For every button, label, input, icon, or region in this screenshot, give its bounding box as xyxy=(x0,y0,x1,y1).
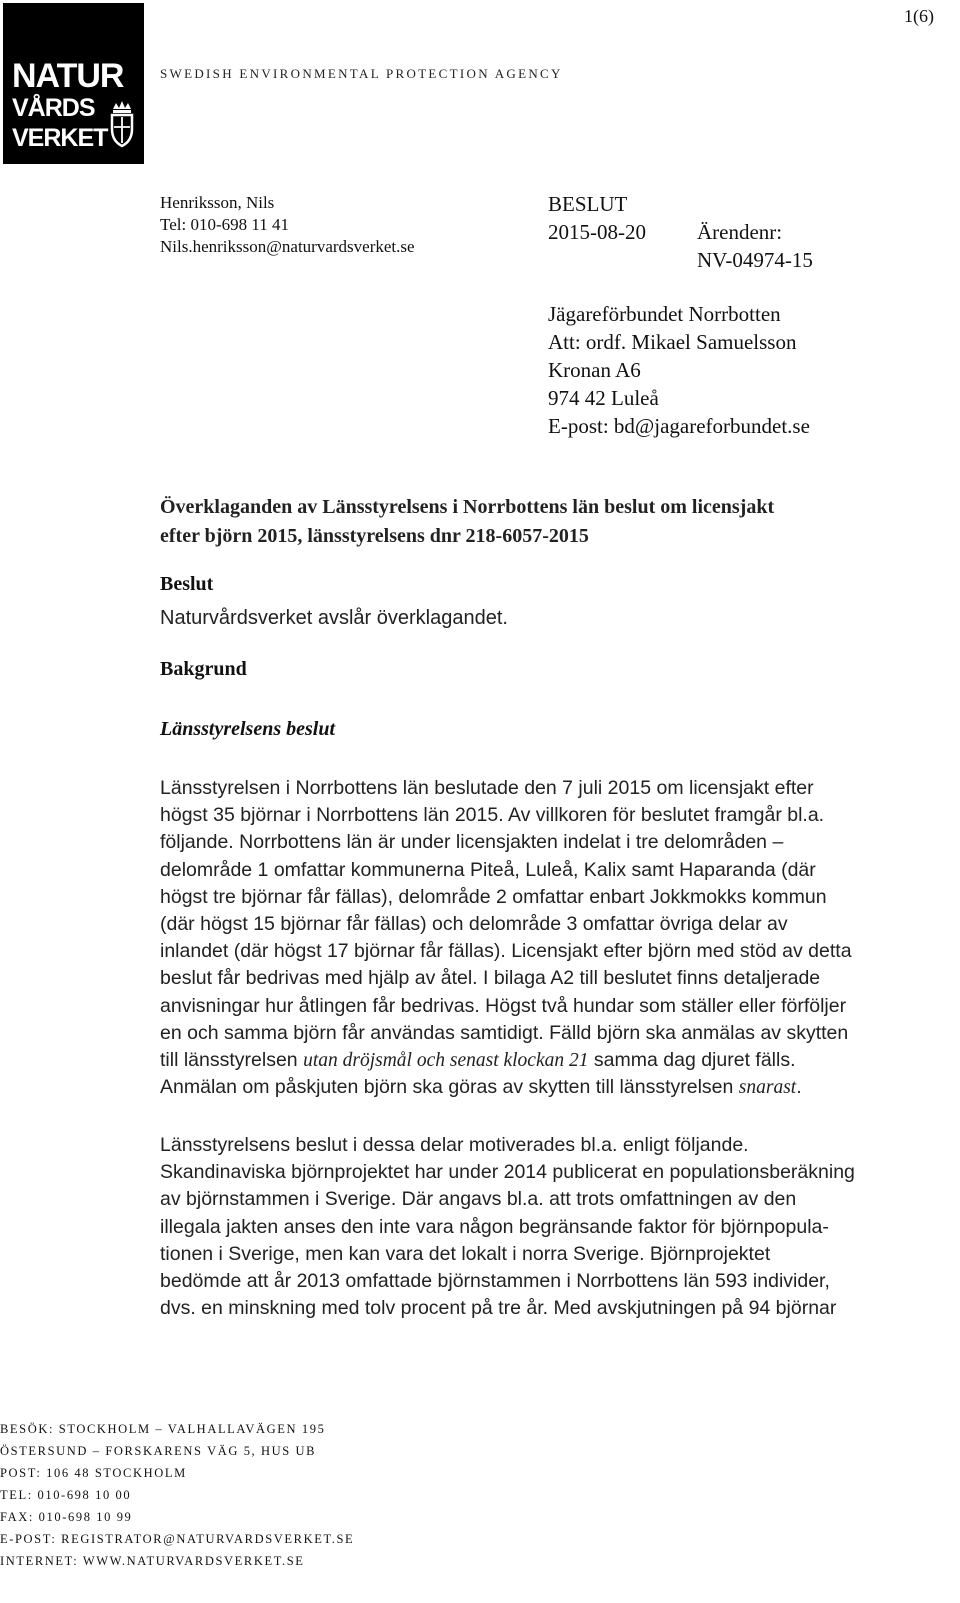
paragraph-1-line: följande. Norrbottens län är under licensjakten indelat i tre delområden – xyxy=(160,831,784,854)
decision-meta xyxy=(548,190,646,246)
document-title xyxy=(160,493,920,551)
contact-email: Nils.henriksson@naturvardsverket.se xyxy=(160,237,415,256)
footer-line: INTERNET: WWW.NATURVARDSVERKET.SE xyxy=(0,1554,305,1568)
case-info xyxy=(697,218,813,274)
case-number: NV-04974-15 xyxy=(697,248,813,272)
paragraph-1-line: inlandet (där högst 17 björnar får fällas). Licensjakt efter björn med stöd av detta xyxy=(160,940,852,963)
crown-crest-icon xyxy=(107,99,137,149)
paragraph-2-line: av björnstammen i Sverige. Där angavs bl.a. att trots omfattningen av den xyxy=(160,1188,797,1211)
paragraph-1-line: anvisningar hur åtlingen får bedrivas. Högst två hundar som ställer eller förföljer xyxy=(160,994,847,1017)
recipient-street: Kronan A6 xyxy=(548,358,641,382)
agency-name: SWEDISH ENVIRONMENTAL PROTECTION AGENCY xyxy=(160,66,563,81)
line-text: samma dag djuret fälls. xyxy=(588,1049,796,1072)
contact-name: Henriksson, Nils xyxy=(160,193,275,212)
footer-line: POST: 106 48 STOCKHOLM xyxy=(0,1466,187,1480)
title-line-1: Överklaganden av Länsstyrelsens i Norrbottens län beslut om licensjakt xyxy=(160,496,775,518)
heading-beslut: Beslut xyxy=(160,573,214,595)
emphasis-text: snarast xyxy=(738,1077,797,1099)
paragraph-2-line: illegala jakten anses den inte vara någon begränsande faktor för björnpopula- xyxy=(160,1215,829,1238)
footer-address-block xyxy=(0,1418,354,1572)
paragraph-2-line: Länsstyrelsens beslut i dessa delar motiverades bl.a. enligt följande. xyxy=(160,1134,749,1156)
paragraph-1-line xyxy=(160,1074,940,1101)
logo-line-2: VÅRDS xyxy=(12,94,95,122)
naturvardsverket-logo xyxy=(3,3,144,164)
title-line-2: efter björn 2015, länsstyrelsens dnr 218-6057-2015 xyxy=(160,525,589,547)
recipient-email: E-post: bd@jagareforbundet.se xyxy=(548,414,810,438)
page-number: 1(6) xyxy=(904,6,934,26)
paragraph-1-line: delområde 1 omfattar kommunerna Piteå, Luleå, Kalix samt Haparanda (där xyxy=(160,858,816,881)
recipient-org: Jägareförbundet Norrbotten xyxy=(548,302,781,326)
paragraph-1-line xyxy=(160,1047,940,1074)
footer-line: BESÖK: STOCKHOLM – VALHALLAVÄGEN 195 xyxy=(0,1422,326,1436)
beslut-text: Naturvårdsverket avslår överklagandet. xyxy=(160,607,508,629)
paragraph-2-line: tionen i Sverige, men kan vara det lokalt i norra Sverige. Björnprojektet xyxy=(160,1242,771,1265)
paragraph-2-line: dvs. en minskning med tolv procent på tre år. Med avskjutningen på 94 björnar xyxy=(160,1297,837,1320)
paragraph-1-line: högst tre björnar får fällas), delområde 2 omfattar enbart Jokkmokks kommun xyxy=(160,885,827,908)
paragraph-2-line: Skandinaviska björnprojektet har under 2014 publicerat en populationsberäkning xyxy=(160,1161,855,1184)
footer-line: TEL: 010-698 10 00 xyxy=(0,1488,132,1502)
paragraph-1-line: (där högst 15 björnar får fällas) och delområde 3 omfattar övriga delar av xyxy=(160,913,788,936)
sender-contact xyxy=(160,192,415,258)
line-text: . xyxy=(796,1076,802,1099)
recipient-address xyxy=(548,300,810,440)
recipient-city: 974 42 Luleå xyxy=(548,386,659,410)
contact-phone: Tel: 010-698 11 41 xyxy=(160,215,289,234)
heading-bakgrund: Bakgrund xyxy=(160,658,247,680)
case-label: Ärendenr: xyxy=(697,220,783,244)
paragraph-2-line: bedömde att år 2013 omfattade björnstammen i Norrbottens län 593 individer, xyxy=(160,1270,830,1293)
paragraph-2 xyxy=(160,1132,940,1322)
recipient-att: Att: ordf. Mikael Samuelsson xyxy=(548,330,797,354)
decision-type: BESLUT xyxy=(548,192,628,216)
line-text: till länsstyrelsen xyxy=(160,1049,304,1072)
paragraph-1-line: beslut får bedrivas med hjälp av åtel. I bilaga A2 till beslutet finns detaljerade xyxy=(160,967,821,990)
emphasis-text: utan dröjsmål och senast klockan 21 xyxy=(303,1050,589,1072)
logo-line-3: VERKET xyxy=(12,124,108,152)
footer-line: E-POST: REGISTRATOR@NATURVARDSVERKET.SE xyxy=(0,1532,355,1546)
paragraph-1 xyxy=(160,775,940,1101)
paragraph-1-line: högst 35 björnar i Norrbottens län 2015. Av villkoren för beslutet framgår bl.a. xyxy=(160,804,825,827)
logo-line-1: NATUR xyxy=(12,57,124,95)
heading-lansstyrelsens-beslut: Länsstyrelsens beslut xyxy=(160,718,336,740)
footer-line: ÖSTERSUND – FORSKARENS VÄG 5, HUS UB xyxy=(0,1444,317,1458)
decision-date: 2015-08-20 xyxy=(548,220,646,244)
line-text: Anmälan om påskjuten björn ska göras av skytten till länsstyrelsen xyxy=(160,1076,739,1099)
footer-line: FAX: 010-698 10 99 xyxy=(0,1510,133,1524)
paragraph-1-line: Länsstyrelsen i Norrbottens län beslutade den 7 juli 2015 om licensjakt efter xyxy=(160,777,814,799)
paragraph-1-line: en och samma björn får användas samtidigt. Fälld björn ska anmälas av skytten xyxy=(160,1021,849,1044)
